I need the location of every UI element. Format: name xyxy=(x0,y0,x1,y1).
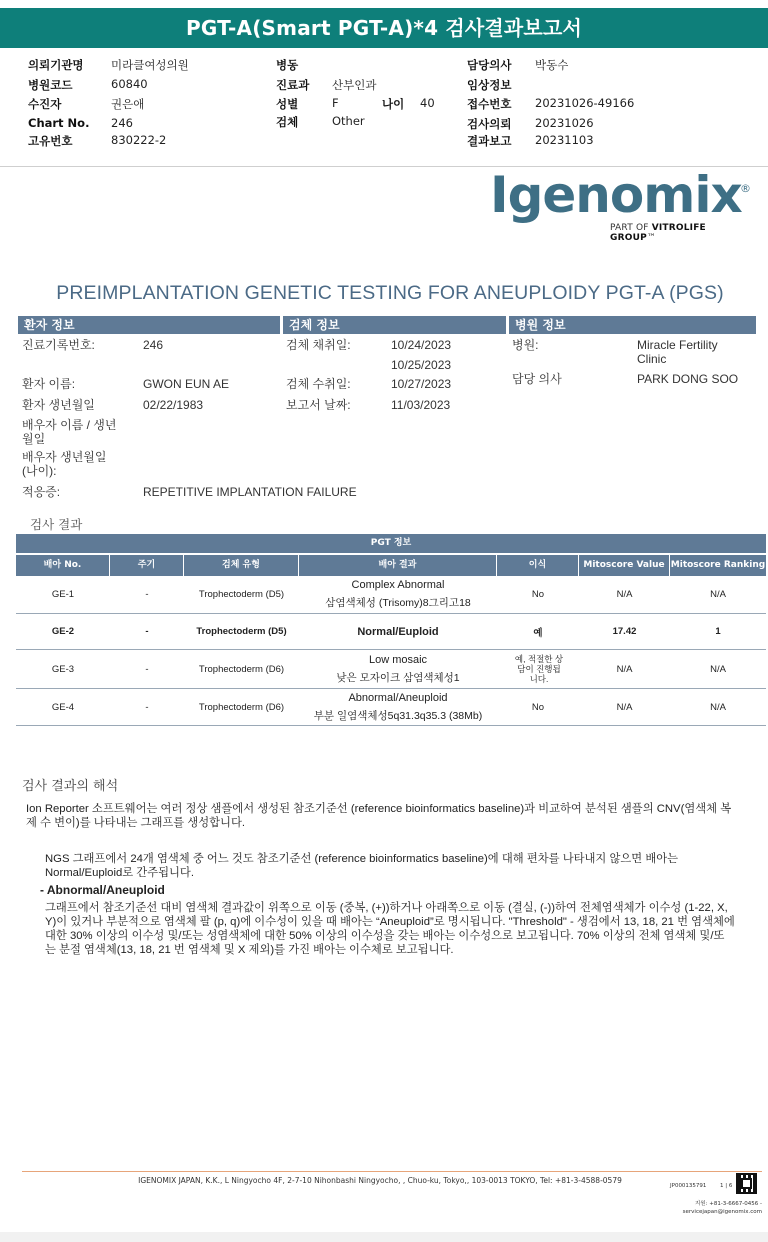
transfer: No xyxy=(531,701,545,713)
mitoscore-value: N/A xyxy=(616,663,633,675)
indication-label: 적응증: xyxy=(22,485,61,499)
header-label: 병원코드 xyxy=(28,78,73,92)
logo-registered-mark: ® xyxy=(740,182,751,195)
result-detail: 삼염색체성 (Trisomy)8그리고18 xyxy=(325,597,471,609)
header-value: 20231103 xyxy=(535,133,594,147)
mitoscore-ranking: N/A xyxy=(710,701,726,713)
section-specimen-info: 검체 정보 xyxy=(283,316,506,334)
embryo-no: GE-1 xyxy=(51,589,75,600)
header-label: 접수번호 xyxy=(467,97,512,111)
header-value: 246 xyxy=(111,116,133,130)
header-label: 고유번호 xyxy=(28,134,73,148)
indication-value: REPETITIVE IMPLANTATION FAILURE xyxy=(143,485,357,499)
report-date-label: 보고서 날짜: xyxy=(286,398,351,412)
header-value: F xyxy=(332,96,339,110)
sample-type: Trophectoderm (D5) xyxy=(196,626,287,637)
interpretation-heading: 검사 결과의 해석 xyxy=(22,779,119,794)
result-detail: 낮은 모자이크 삼염색체성1 xyxy=(336,671,460,684)
qr-code-icon xyxy=(736,1173,757,1194)
cycle: - xyxy=(145,701,149,713)
result-summary: Abnormal/Aneuploid xyxy=(348,691,448,704)
partner-name-label: 배우자 이름 / 생년월일 xyxy=(22,418,117,446)
header-value: Other xyxy=(332,114,365,128)
header-value: 산부인과 xyxy=(332,78,377,92)
col-header-embryo-no: 배아 No. xyxy=(16,555,110,576)
header-value: 미라클여성의원 xyxy=(111,58,189,72)
mitoscore-value: N/A xyxy=(616,701,633,713)
patient-name-label: 환자 이름: xyxy=(22,377,76,391)
header-label: 수진자 xyxy=(28,97,62,111)
header-label: 진료과 xyxy=(276,78,310,92)
collection-date-value: 10/24/2023 xyxy=(391,338,452,352)
sample-type: Trophectoderm (D5) xyxy=(198,589,285,600)
footer-divider xyxy=(22,1171,762,1172)
page-number: 1 | 6 xyxy=(720,1183,733,1189)
header-value: 60840 xyxy=(111,77,148,91)
header-label: Chart No. xyxy=(28,116,90,130)
pgt-table-title: PGT 정보 xyxy=(16,534,766,553)
aneuploid-heading: - Abnormal/Aneuploid xyxy=(40,883,165,897)
patient-dob-value: 02/22/1983 xyxy=(143,398,204,412)
receipt-date-value: 10/27/2023 xyxy=(391,377,452,391)
sample-type: Trophectoderm (D6) xyxy=(198,701,285,713)
partner-dob-label: 배우자 생년월일 (나이): xyxy=(22,450,107,478)
receipt-date-label: 검체 수취일: xyxy=(286,377,351,391)
col-header-sample-type: 검체 유형 xyxy=(184,555,299,576)
mitoscore-ranking: N/A xyxy=(710,663,726,675)
embryo-result xyxy=(299,689,497,725)
logo-tagline-brand: VITROLIFE GROUP xyxy=(610,223,706,243)
footer-contact: 지원: +81-3-6667-0456 - servicejapan@igenomix.com xyxy=(682,1201,762,1215)
report-date-value: 11/03/2023 xyxy=(391,398,451,412)
footer-address: IGENOMIX JAPAN, K.K., L Ningyocho 4F, 2-7-10 Nihonbashi Ningyocho, , Chuo-ku, Tokyo,, 103-0013 TOKYO, Tel: +81-3-4588-0579 xyxy=(138,1176,622,1185)
age-label: 나이 xyxy=(382,97,405,111)
results-heading: 검사 결과 xyxy=(30,517,83,532)
result-summary: Low mosaic xyxy=(368,653,428,666)
age-value: 40 xyxy=(420,96,435,110)
table-row xyxy=(16,614,766,650)
embryo-result xyxy=(299,576,497,613)
logo-wordmark: Igenomix xyxy=(490,166,742,224)
col-header-mitoscore-ranking: Mitoscore Ranking xyxy=(670,560,766,570)
igenomix-logo xyxy=(490,166,755,243)
mitoscore-value: 17.42 xyxy=(612,626,637,637)
doctor-label: 담당 의사 xyxy=(512,372,562,386)
document-id: JP000135791 xyxy=(670,1183,707,1189)
header-value: 830222-2 xyxy=(111,133,167,147)
table-row xyxy=(16,576,766,614)
logo-tagline-prefix: PART OF xyxy=(610,223,652,233)
mitoscore-value: N/A xyxy=(616,589,633,600)
logo-tagline xyxy=(610,223,755,243)
header-value: 20231026-49166 xyxy=(535,96,635,110)
section-patient-info: 환자 정보 xyxy=(18,316,280,334)
header-label: 검사의뢰 xyxy=(467,117,512,131)
header-value: 20231026 xyxy=(535,116,594,130)
sample-type: Trophectoderm (D6) xyxy=(198,663,285,675)
pgt-table-header xyxy=(16,555,766,576)
report-title: PGT-A(Smart PGT-A)*4 검사결과보고서 xyxy=(0,8,768,48)
col-header-result: 배아 결과 xyxy=(299,555,497,576)
mitoscore-ranking: 1 xyxy=(715,626,721,637)
header-value: 권은애 xyxy=(111,97,145,111)
embryo-no: GE-3 xyxy=(51,663,75,675)
transfer: No xyxy=(531,589,545,600)
collection-date-value-2: 10/25/2023 xyxy=(391,358,452,372)
transfer: 예, 적절한 상담이 진행됩니다. xyxy=(514,654,564,684)
cycle: - xyxy=(145,626,149,637)
embryo-no: GE-4 xyxy=(51,701,75,713)
collection-date-label: 검체 채취일: xyxy=(286,338,351,352)
page-bottom-band xyxy=(0,1232,768,1242)
table-row xyxy=(16,689,766,726)
header-label: 담당의사 xyxy=(467,58,512,72)
mitoscore-ranking: N/A xyxy=(710,589,726,600)
header-label: 의뢰기관명 xyxy=(28,58,84,72)
header-label: 병동 xyxy=(276,58,299,72)
patient-name-value: GWON EUN AE xyxy=(143,377,230,391)
col-header-mitoscore-value: Mitoscore Value xyxy=(579,555,670,576)
header-value: 박동수 xyxy=(535,58,569,72)
table-row xyxy=(16,650,766,689)
header-label: 임상정보 xyxy=(467,78,512,92)
header-label: 성별 xyxy=(276,97,299,111)
section-hospital-info: 병원 정보 xyxy=(509,316,756,334)
interpretation-paragraph-2: NGS 그래프에서 24개 염색체 중 어느 것도 참조기준선 (reference bioinformatics baseline)에 대해 편차를 나타내지 않으면 배아는 Normal/Euploid로 간주됩니다. xyxy=(45,853,679,879)
record-number-value: 246 xyxy=(143,338,164,352)
hospital-value: Miracle Fertility Clinic xyxy=(637,338,718,366)
test-title: PREIMPLANTATION GENETIC TESTING FOR ANEUPLOIDY PGT-A (PGS) xyxy=(56,282,724,304)
embryo-no: GE-2 xyxy=(51,626,75,637)
doctor-value: PARK DONG SOO xyxy=(637,372,739,386)
cycle: - xyxy=(145,663,149,675)
result-summary: Complex Abnormal xyxy=(351,579,445,591)
record-number-label: 진료기록번호: xyxy=(22,338,95,352)
col-header-cycle: 주기 xyxy=(110,555,184,576)
result-summary: Normal/Euploid xyxy=(357,625,439,638)
report-header xyxy=(0,50,768,170)
transfer: 예 xyxy=(533,627,543,639)
interpretation-paragraph-1: Ion Reporter 소프트웨어는 여러 정상 샘플에서 생성된 참조기준선 (reference bioinformatics baseline)과 비교하여 분석된 샘플의 CNV(염색체 복제 수 변이)를 나타내는 그래프를 생성합니다. xyxy=(26,803,732,829)
cycle: - xyxy=(145,589,149,600)
patient-dob-label: 환자 생년월일 xyxy=(22,398,95,412)
result-detail: 부분 일염색체성5q31.3q35.3 (38Mb) xyxy=(313,709,483,722)
header-label: 결과보고 xyxy=(467,134,512,148)
hospital-label: 병원: xyxy=(512,338,539,352)
interpretation-paragraph-3: 그래프에서 참조기준선 대비 염색체 결과값이 위쪽으로 이동 (중복, (+))하거나 아래쪽으로 이동 (결실, (-))하여 전체염색체가 이수성 (1-22, X, Y)이 있거나 부분적으로 염색체 팔 (p, q)에 이수성이 있을 때 배아는 “Aneuploid”로 명시됩니다. "Threshold" - 생검에서 13, 18, 21 번 염색체에 대한 30% 이상의 이수성 및/또는 성염색체에 대한 50% 이상의 이수성을 갖는 배아는 이수성으로 보고됩니다. 70% 이상의 전체 염색체 및/또는 분절 염색체(13, 18, 21 번 염색체 및 X 제외)를 가진 배아는 이수체로 보고됩니다. xyxy=(45,902,735,956)
header-label: 검체 xyxy=(276,115,299,129)
col-header-transfer: 이식 xyxy=(497,555,579,576)
logo-tagline-tm: ™ xyxy=(646,233,657,243)
embryo-result xyxy=(299,614,497,649)
embryo-result xyxy=(299,650,497,688)
